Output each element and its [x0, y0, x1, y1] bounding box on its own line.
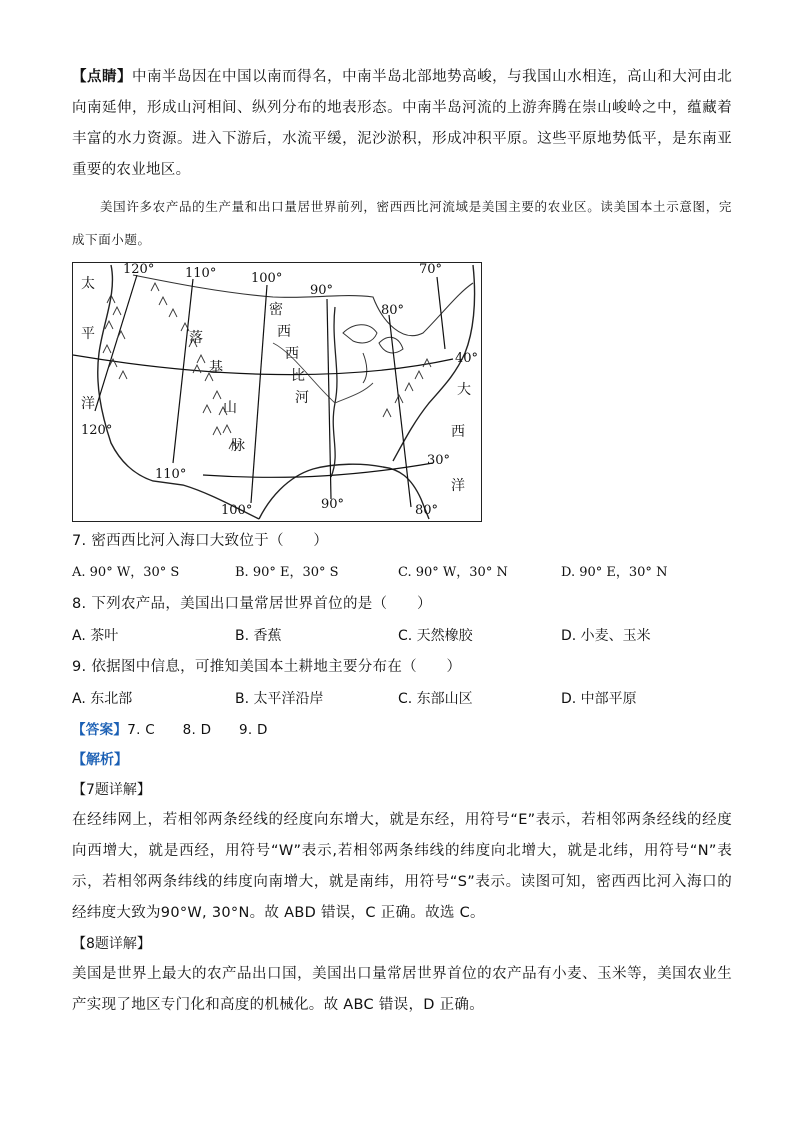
answer-tag: 【答案】 [72, 722, 128, 738]
lon-label-90-top: 90° [310, 283, 334, 298]
pacific-char-1: 太 [81, 276, 95, 292]
q8-option-d: D. 小麦、玉米 [561, 628, 651, 644]
mississippi-char-4: 比 [291, 368, 305, 384]
analysis-heading: 【解析】 [72, 752, 128, 768]
q7-option-b: B. 90° E，30° S [235, 565, 339, 580]
lon-label-110-bottom: 110° [155, 467, 187, 482]
q7-detail-title: 【7题详解】 [72, 782, 151, 798]
rocky-char-4: 脉 [231, 438, 245, 454]
document-page [72, 62, 732, 1021]
answer-text: 7. C 8. D 9. D [127, 722, 268, 738]
rocky-char-2: 基 [209, 360, 223, 376]
q8-detail-title: 【8题详解】 [72, 936, 151, 952]
q7-detail-text: 在经纬网上，若相邻两条经线的经度向东增大，就是东经，用符号“E”表示，若相邻两条经线的经度向西增大，就是西经，用符号“W”表示,若相邻两条纬线的纬度向北增大，就是北纬，用符号“N”表示，若相邻两条纬线的纬度向南增大，就是南纬，用符号“S”表示。读图可知，密西西比河入海口的经纬度大致为90°W, 30°N。故 ABD 错误，C 正确。故选 C。 [72, 812, 732, 921]
question-intro: 美国许多农产品的生产量和出口量居世界前列，密西西比河流域是美国主要的农业区。读美国本土示意图，完成下面小题。 [72, 199, 732, 247]
lon-label-120-bottom: 120° [81, 423, 113, 438]
q8-option-b: B. 香蕉 [235, 628, 282, 644]
q8-detail-text: 美国是世界上最大的农产品出口国，美国出口量常居世界首位的农产品有小麦、玉米等，美国农业生产实现了地区专门化和高度的机械化。故 ABC 错误，D 正确。 [72, 966, 732, 1013]
mississippi-char-2: 西 [277, 324, 291, 340]
lat-label-40: 40° [455, 351, 479, 366]
q9-option-b: B. 太平洋沿岸 [235, 691, 324, 707]
answer-line [72, 715, 732, 745]
lon-label-100-bottom: 100° [221, 503, 253, 518]
q8-options [72, 620, 732, 652]
q9-stem: 9. 依据图中信息，可推知美国本土耕地主要分布在（ ） [72, 659, 462, 675]
mississippi-char-3: 西 [285, 346, 299, 362]
q8-option-a: A. 茶叶 [72, 628, 119, 644]
north-border [133, 275, 473, 336]
mississippi-char-1: 密 [269, 302, 283, 318]
q8-option-c: C. 天然橡胶 [398, 628, 473, 644]
dianjing-text: 中南半岛因在中国以南而得名，中南半岛北部地势高峻，与我国山水相连，高山和大河由北向南延伸，形成山河相间、纵列分布的地表形态。中南半岛河流的上游奔腾在崇山峻岭之中，蕴藏着丰富的水力资源。进入下游后，水流平缓，泥沙淤积，形成冲积平原。这些平原地势低平，是东南亚重要的农业地区。 [72, 69, 733, 178]
lon-label-110-top: 110° [185, 266, 217, 281]
q7-option-c: C. 90° W，30° N [398, 565, 508, 580]
lon-label-70-top: 70° [419, 262, 443, 277]
lon-label-120-top: 120° [123, 262, 155, 277]
lon-label-100-top: 100° [251, 271, 283, 286]
pacific-char-3: 洋 [81, 396, 95, 412]
atlantic-char-1: 大 [457, 382, 471, 398]
meridian-100 [251, 285, 267, 503]
q9-options [72, 683, 732, 715]
meridian-110 [173, 279, 193, 463]
q9-option-d: D. 中部平原 [561, 691, 637, 707]
lat-label-30: 30° [427, 453, 451, 468]
parallel-30 [203, 463, 433, 477]
lon-label-80-top: 80° [381, 303, 405, 318]
lon-label-90-bottom: 90° [321, 497, 345, 512]
meridian-70 [437, 277, 445, 349]
mississippi-river [331, 307, 337, 477]
q9-option-a: A. 东北部 [72, 691, 133, 707]
atlantic-char-3: 洋 [451, 478, 465, 494]
q7-options [72, 557, 732, 589]
dianjing-paragraph [72, 62, 732, 186]
pacific-char-2: 平 [81, 326, 95, 342]
q8-stem: 8. 下列农产品，美国出口量常居世界首位的是（ ） [72, 596, 432, 612]
atlantic-char-2: 西 [451, 424, 465, 440]
rocky-char-3: 山 [223, 400, 237, 416]
rocky-char-1: 落 [189, 330, 203, 346]
dianjing-tag: 【点睛】 [72, 69, 133, 85]
q7-stem: 7. 密西西比河入海口大致位于（ ） [72, 533, 329, 549]
q7-option-a: A. 90° W，30° S [72, 565, 180, 580]
q7-option-d: D. 90° E，30° N [561, 565, 668, 580]
q9-option-c: C. 东部山区 [398, 691, 473, 707]
mississippi-char-5: 河 [295, 390, 309, 406]
lon-label-80-bottom: 80° [415, 503, 439, 518]
usa-map-figure [72, 262, 482, 522]
meridian-80 [389, 315, 411, 507]
